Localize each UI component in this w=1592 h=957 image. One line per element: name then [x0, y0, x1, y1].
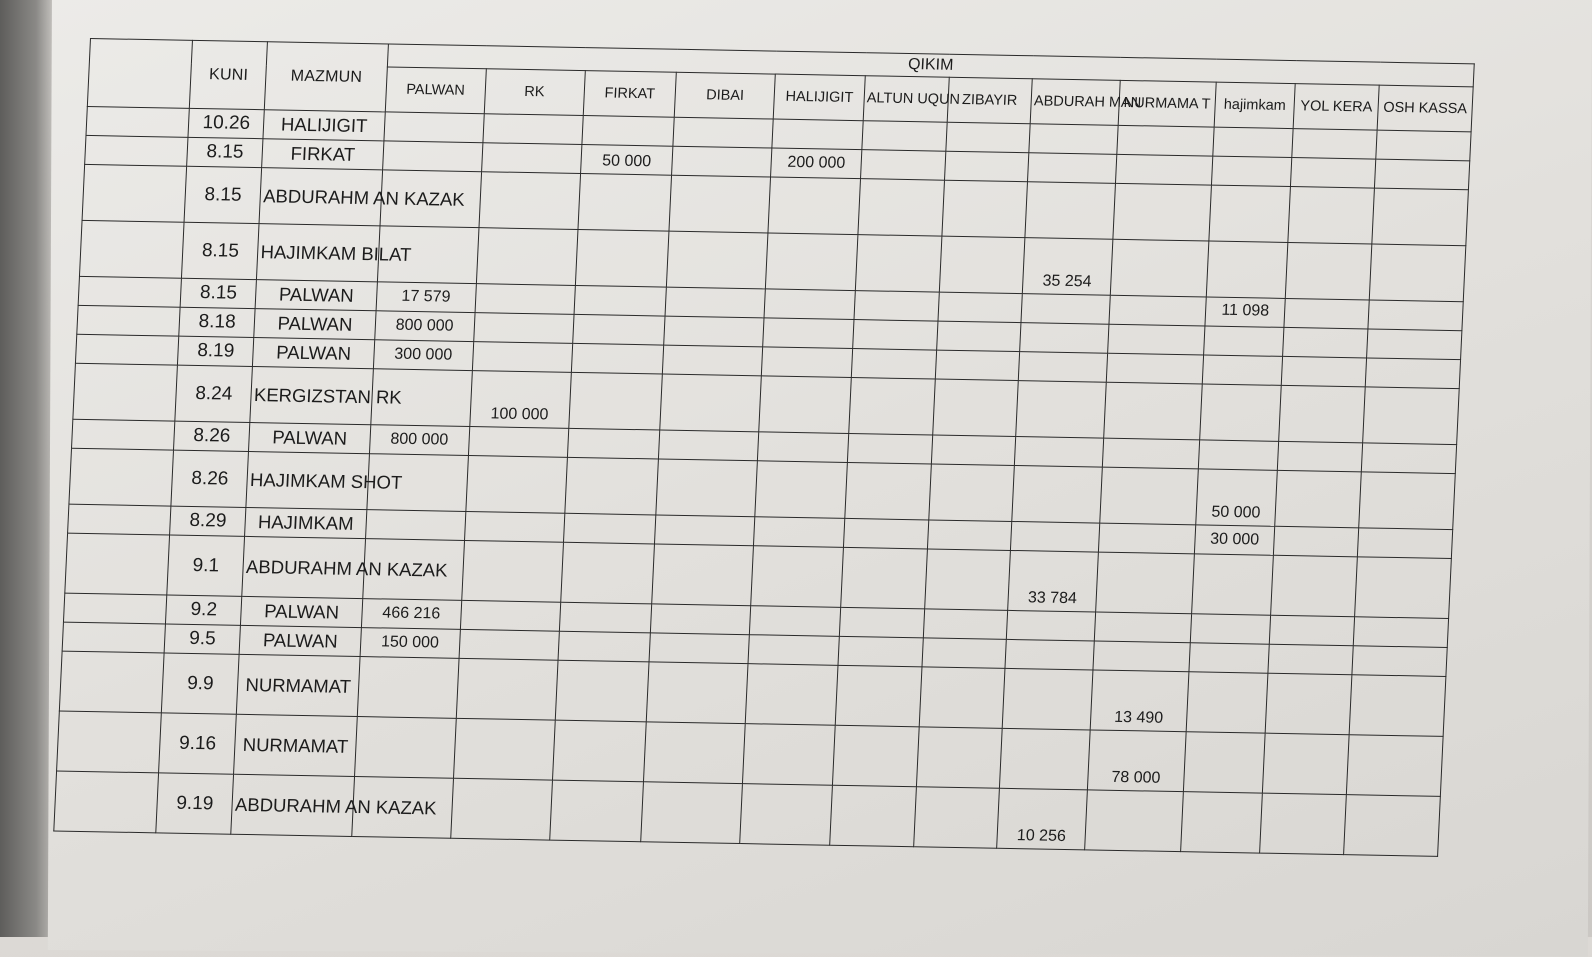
amount-cell [855, 235, 941, 292]
amount-cell [1367, 329, 1462, 360]
amount-cell: 50 000 [1196, 469, 1278, 526]
blank-header-cell [87, 39, 192, 109]
amount-cell [858, 179, 944, 236]
amount-cell [935, 350, 1020, 381]
amount-cell [649, 633, 749, 664]
amount-cell [1029, 124, 1118, 155]
kuni-cell: 9.1 [167, 535, 245, 596]
header-col-hajimkam: hajimkam [1214, 82, 1296, 128]
amount-cell: 78 000 [1087, 730, 1186, 792]
mazmun-cell: PALWAN [241, 596, 363, 627]
amount-cell [1025, 182, 1115, 240]
amount-cell [656, 459, 757, 517]
amount-cell [1271, 555, 1357, 616]
kuni-cell: 9.16 [159, 713, 237, 774]
amount-cell [928, 464, 1014, 521]
amount-cell [924, 549, 1010, 610]
amount-cell [1357, 528, 1452, 559]
amount-cell: 35 254 [1023, 238, 1113, 296]
amount-cell [919, 667, 1005, 728]
amount-cell [1180, 792, 1262, 853]
amount-cell [1015, 437, 1104, 468]
header-qikim: QIKIM [387, 44, 1474, 87]
amount-cell [851, 349, 936, 380]
blank-cell [75, 334, 178, 365]
amount-cell [479, 172, 580, 230]
amount-cell [460, 600, 560, 631]
kuni-cell: 8.24 [175, 365, 253, 422]
amount-cell [1349, 675, 1446, 737]
amount-cell [763, 318, 854, 349]
mazmun-cell: HAJIMKAM SHOT [246, 451, 369, 509]
amount-cell [552, 720, 647, 782]
amount-cell [750, 606, 841, 637]
amount-cell [660, 374, 761, 432]
amount-cell: 30 000 [1194, 525, 1275, 555]
kuni-cell: 8.18 [179, 307, 256, 337]
mazmun-cell: ABDURAHM AN KAZAK [259, 168, 382, 226]
mazmun-cell: HALIJIGIT [263, 110, 385, 141]
blank-cell [85, 135, 188, 166]
amount-cell [916, 727, 1002, 788]
amount-cell [1002, 668, 1092, 730]
kuni-cell: 8.15 [180, 278, 257, 308]
amount-cell [1368, 300, 1463, 331]
amount-cell [1376, 130, 1471, 161]
amount-cell [1275, 470, 1361, 527]
amount-cell [751, 546, 843, 608]
amount-cell [1270, 615, 1355, 646]
header-col-nurmamat: NURMAMA T [1118, 80, 1216, 127]
amount-cell [1012, 466, 1102, 524]
amount-cell [772, 119, 863, 150]
amount-cell [1346, 735, 1443, 797]
amount-cell [1094, 612, 1191, 643]
amount-cell [938, 292, 1023, 323]
amount-cell [748, 635, 839, 666]
amount-cell [1085, 790, 1184, 852]
amount-cell: 150 000 [360, 628, 460, 659]
amount-cell [673, 117, 773, 148]
amount-cell [1363, 387, 1460, 445]
amount-cell [862, 121, 947, 152]
amount-cell [1093, 641, 1190, 672]
amount-cell [764, 289, 855, 320]
kuni-cell: 9.19 [156, 773, 234, 834]
mazmun-cell: HAJIMKAM [245, 507, 367, 538]
amount-cell [1007, 610, 1096, 641]
amount-cell: 200 000 [771, 148, 862, 179]
amount-cell [1372, 188, 1469, 246]
amount-cell: 13 490 [1090, 670, 1189, 732]
amount-cell [1096, 552, 1195, 614]
amount-cell [849, 378, 935, 435]
amount-cell [357, 657, 459, 719]
amount-cell: 800 000 [374, 311, 474, 342]
amount-cell [1355, 557, 1452, 619]
amount-cell [450, 778, 552, 840]
amount-cell [1263, 733, 1349, 794]
amount-cell [1274, 526, 1359, 557]
amount-cell [663, 345, 763, 376]
blank-cell [69, 448, 174, 506]
amount-cell [1266, 673, 1352, 734]
blank-cell [63, 593, 166, 624]
amount-cell [1288, 187, 1374, 244]
kuni-cell: 8.29 [170, 506, 247, 536]
amount-cell: 17 579 [376, 282, 476, 313]
kuni-cell: 9.5 [164, 624, 241, 654]
amount-cell [1286, 242, 1372, 299]
amount-cell [1284, 298, 1369, 329]
amount-cell [913, 787, 999, 848]
amount-cell [472, 342, 572, 373]
kuni-cell: 10.26 [188, 108, 265, 138]
amount-cell: 11 098 [1205, 297, 1286, 327]
amount-cell [578, 174, 672, 232]
amount-cell [1206, 241, 1288, 298]
mazmun-cell: NURMAMAT [234, 714, 357, 776]
amount-cell [743, 724, 835, 786]
amount-cell [1213, 127, 1294, 157]
amount-cell [560, 542, 655, 604]
mazmun-cell: HAJIMKAM BILAT [257, 224, 380, 282]
amount-cell [564, 457, 658, 515]
amount-cell [473, 313, 573, 344]
amount-cell [571, 343, 664, 374]
amount-cell [927, 520, 1012, 551]
amount-cell [574, 285, 667, 316]
ledger-body [54, 106, 1471, 856]
amount-cell: 300 000 [373, 340, 473, 371]
amount-cell [382, 141, 482, 172]
amount-cell [464, 511, 564, 542]
kuni-cell: 8.26 [173, 421, 250, 451]
amount-cell [1359, 472, 1456, 530]
amount-cell [1021, 294, 1110, 325]
amount-cell [647, 662, 749, 724]
blank-cell [68, 504, 171, 535]
amount-cell [1106, 353, 1203, 384]
amount-cell [475, 284, 575, 315]
amount-cell [1011, 521, 1100, 552]
amount-cell [1191, 554, 1273, 615]
amount-cell [1028, 153, 1117, 184]
amount-cell [923, 609, 1008, 640]
header-col-palwan: PALWAN [385, 67, 486, 114]
amount-cell [456, 658, 558, 720]
header-col-halijigit: HALIJIGIT [774, 74, 866, 121]
amount-cell [1209, 185, 1291, 242]
amount-cell [567, 428, 660, 459]
amount-cell: 33 784 [1008, 550, 1098, 612]
amount-cell: 50 000 [580, 145, 673, 176]
amount-cell [1183, 732, 1265, 793]
amount-cell [651, 604, 751, 635]
blank-cell [72, 419, 175, 450]
blank-cell [79, 220, 184, 278]
amount-cell [1186, 672, 1268, 733]
amount-cell [1113, 183, 1211, 241]
amount-cell [481, 143, 581, 174]
amount-cell [845, 462, 931, 519]
amount-cell [659, 430, 759, 461]
blank-cell [77, 305, 180, 336]
amount-cell [1292, 129, 1377, 160]
blank-cell [65, 533, 170, 595]
amount-cell [768, 177, 860, 235]
header-mazmun: MAZMUN [265, 42, 388, 112]
amount-cell [1104, 382, 1202, 440]
amount-cell [1117, 125, 1214, 156]
blank-cell [78, 276, 181, 307]
amount-cell [1000, 728, 1090, 790]
amount-cell [644, 722, 746, 784]
amount-cell [459, 629, 559, 660]
amount-cell [1019, 352, 1108, 383]
kuni-cell: 8.15 [187, 137, 264, 167]
blank-cell [59, 651, 164, 713]
amount-cell [1198, 440, 1279, 470]
amount-cell [854, 291, 939, 322]
amount-cell [1365, 358, 1460, 389]
mazmun-cell: ABDURAHM AN KAZAK [242, 536, 365, 598]
amount-cell [559, 602, 652, 633]
kuni-cell: 8.19 [177, 336, 254, 366]
amount-cell [1268, 644, 1353, 675]
amount-cell [835, 665, 921, 726]
amount-cell [1102, 438, 1199, 469]
amount-cell [1352, 646, 1447, 677]
amount-cell: 10 256 [997, 788, 1087, 850]
amount-cell [558, 631, 651, 662]
amount-cell: 466 216 [361, 599, 461, 630]
amount-cell [1189, 643, 1270, 673]
amount-cell [1109, 295, 1206, 326]
mazmun-cell: ABDURAHM AN KAZAK [231, 774, 354, 836]
amount-cell [641, 782, 743, 844]
amount-cell [830, 785, 916, 846]
amount-cell [1098, 523, 1195, 554]
amount-cell: 800 000 [369, 425, 469, 456]
blank-cell [73, 363, 178, 421]
amount-cell [1211, 156, 1292, 186]
amount-cell [582, 116, 675, 147]
amount-cell [942, 180, 1028, 237]
amount-cell [922, 638, 1007, 669]
amount-cell [1278, 441, 1363, 472]
amount-cell [1115, 154, 1212, 185]
amount-cell [365, 510, 465, 541]
mazmun-cell: PALWAN [249, 423, 371, 454]
amount-cell [758, 432, 849, 463]
amount-cell [1110, 239, 1208, 297]
header-col-osh-kassa: OSH KASSA [1377, 85, 1473, 132]
amount-cell: 100 000 [469, 371, 570, 429]
amount-cell [1344, 795, 1441, 857]
header-col-altun-uqun: ALTUN UQUN [863, 76, 949, 123]
amount-cell [832, 725, 918, 786]
header-col-rk: RK [484, 69, 585, 116]
header-col-abdurahman: ABDURAH MAN [1030, 79, 1120, 126]
amount-cell [1279, 385, 1365, 442]
blank-cell [82, 164, 187, 222]
blank-cell [62, 622, 165, 653]
amount-cell [563, 513, 656, 544]
amount-cell [1108, 324, 1205, 355]
amount-cell [669, 175, 770, 233]
amount-cell [665, 287, 765, 318]
amount-cell [461, 540, 563, 602]
amount-cell [664, 316, 764, 347]
amount-cell [453, 718, 555, 780]
amount-cell [575, 229, 669, 287]
amount-cell [655, 515, 755, 546]
amount-cell [354, 717, 456, 779]
amount-cell [1282, 356, 1367, 387]
mazmun-cell: KERGIZSTAN RK [250, 367, 373, 425]
kuni-cell: 9.9 [161, 653, 239, 714]
amount-cell [672, 146, 772, 177]
kuni-cell: 8.15 [181, 222, 259, 279]
amount-cell [839, 607, 924, 638]
mazmun-cell: PALWAN [254, 309, 376, 340]
amount-cell [1020, 323, 1109, 354]
amount-cell [853, 320, 938, 351]
amount-cell [1374, 159, 1469, 190]
amount-cell [759, 376, 851, 434]
amount-cell [740, 784, 832, 846]
header-col-yol-kera: YOL KERA [1294, 84, 1380, 131]
amount-cell [667, 231, 768, 289]
amount-cell [1190, 614, 1271, 644]
amount-cell [549, 780, 644, 842]
amount-cell [572, 314, 665, 345]
amount-cell [1369, 244, 1466, 302]
amount-cell [841, 547, 927, 608]
amount-cell [838, 636, 923, 667]
amount-cell [946, 122, 1031, 153]
blank-cell [57, 711, 162, 773]
amount-cell [555, 660, 650, 722]
amount-cell [652, 544, 754, 606]
amount-cell [1291, 158, 1376, 189]
mazmun-cell: PALWAN [256, 280, 378, 311]
amount-cell [568, 372, 662, 430]
amount-cell [1100, 467, 1198, 525]
kuni-cell: 8.15 [184, 166, 262, 223]
amount-cell [847, 433, 932, 464]
mazmun-cell: NURMAMAT [237, 654, 360, 716]
amount-cell [1283, 327, 1368, 358]
kuni-cell: 9.2 [165, 595, 242, 625]
ledger-table [53, 38, 1474, 857]
amount-cell [1202, 355, 1283, 385]
header-col-zibayir: ZIBAYIR [947, 77, 1033, 124]
amount-cell [762, 347, 853, 378]
amount-cell [384, 112, 484, 143]
header-col-firkat: FIRKAT [583, 71, 677, 118]
amount-cell [939, 236, 1025, 293]
mazmun-cell: FIRKAT [262, 139, 384, 170]
amount-cell [861, 150, 946, 181]
amount-cell [766, 233, 858, 291]
amount-cell [755, 461, 847, 519]
amount-cell [936, 321, 1021, 352]
amount-cell [843, 518, 928, 549]
mazmun-cell: PALWAN [240, 625, 362, 656]
amount-cell [746, 664, 838, 726]
header-kuni: KUNI [189, 40, 268, 109]
header-col-dibai: DIBAI [675, 72, 776, 119]
amount-cell [1361, 443, 1456, 474]
amount-cell [468, 427, 568, 458]
amount-cell [1353, 617, 1448, 648]
mazmun-cell: PALWAN [253, 338, 375, 369]
amount-cell [1203, 326, 1284, 356]
amount-cell [1016, 381, 1106, 439]
amount-cell [754, 517, 845, 548]
amount-cell [932, 379, 1018, 436]
amount-cell [1005, 639, 1094, 670]
blank-cell [54, 771, 159, 833]
amount-cell [483, 114, 583, 145]
amount-cell [466, 455, 567, 513]
ledger-sheet [53, 38, 1474, 857]
amount-cell [476, 228, 577, 286]
amount-cell [1200, 384, 1282, 441]
amount-cell [1260, 793, 1346, 854]
amount-cell [944, 151, 1029, 182]
amount-cell [931, 435, 1016, 466]
blank-cell [86, 106, 189, 137]
kuni-cell: 8.26 [171, 450, 249, 507]
